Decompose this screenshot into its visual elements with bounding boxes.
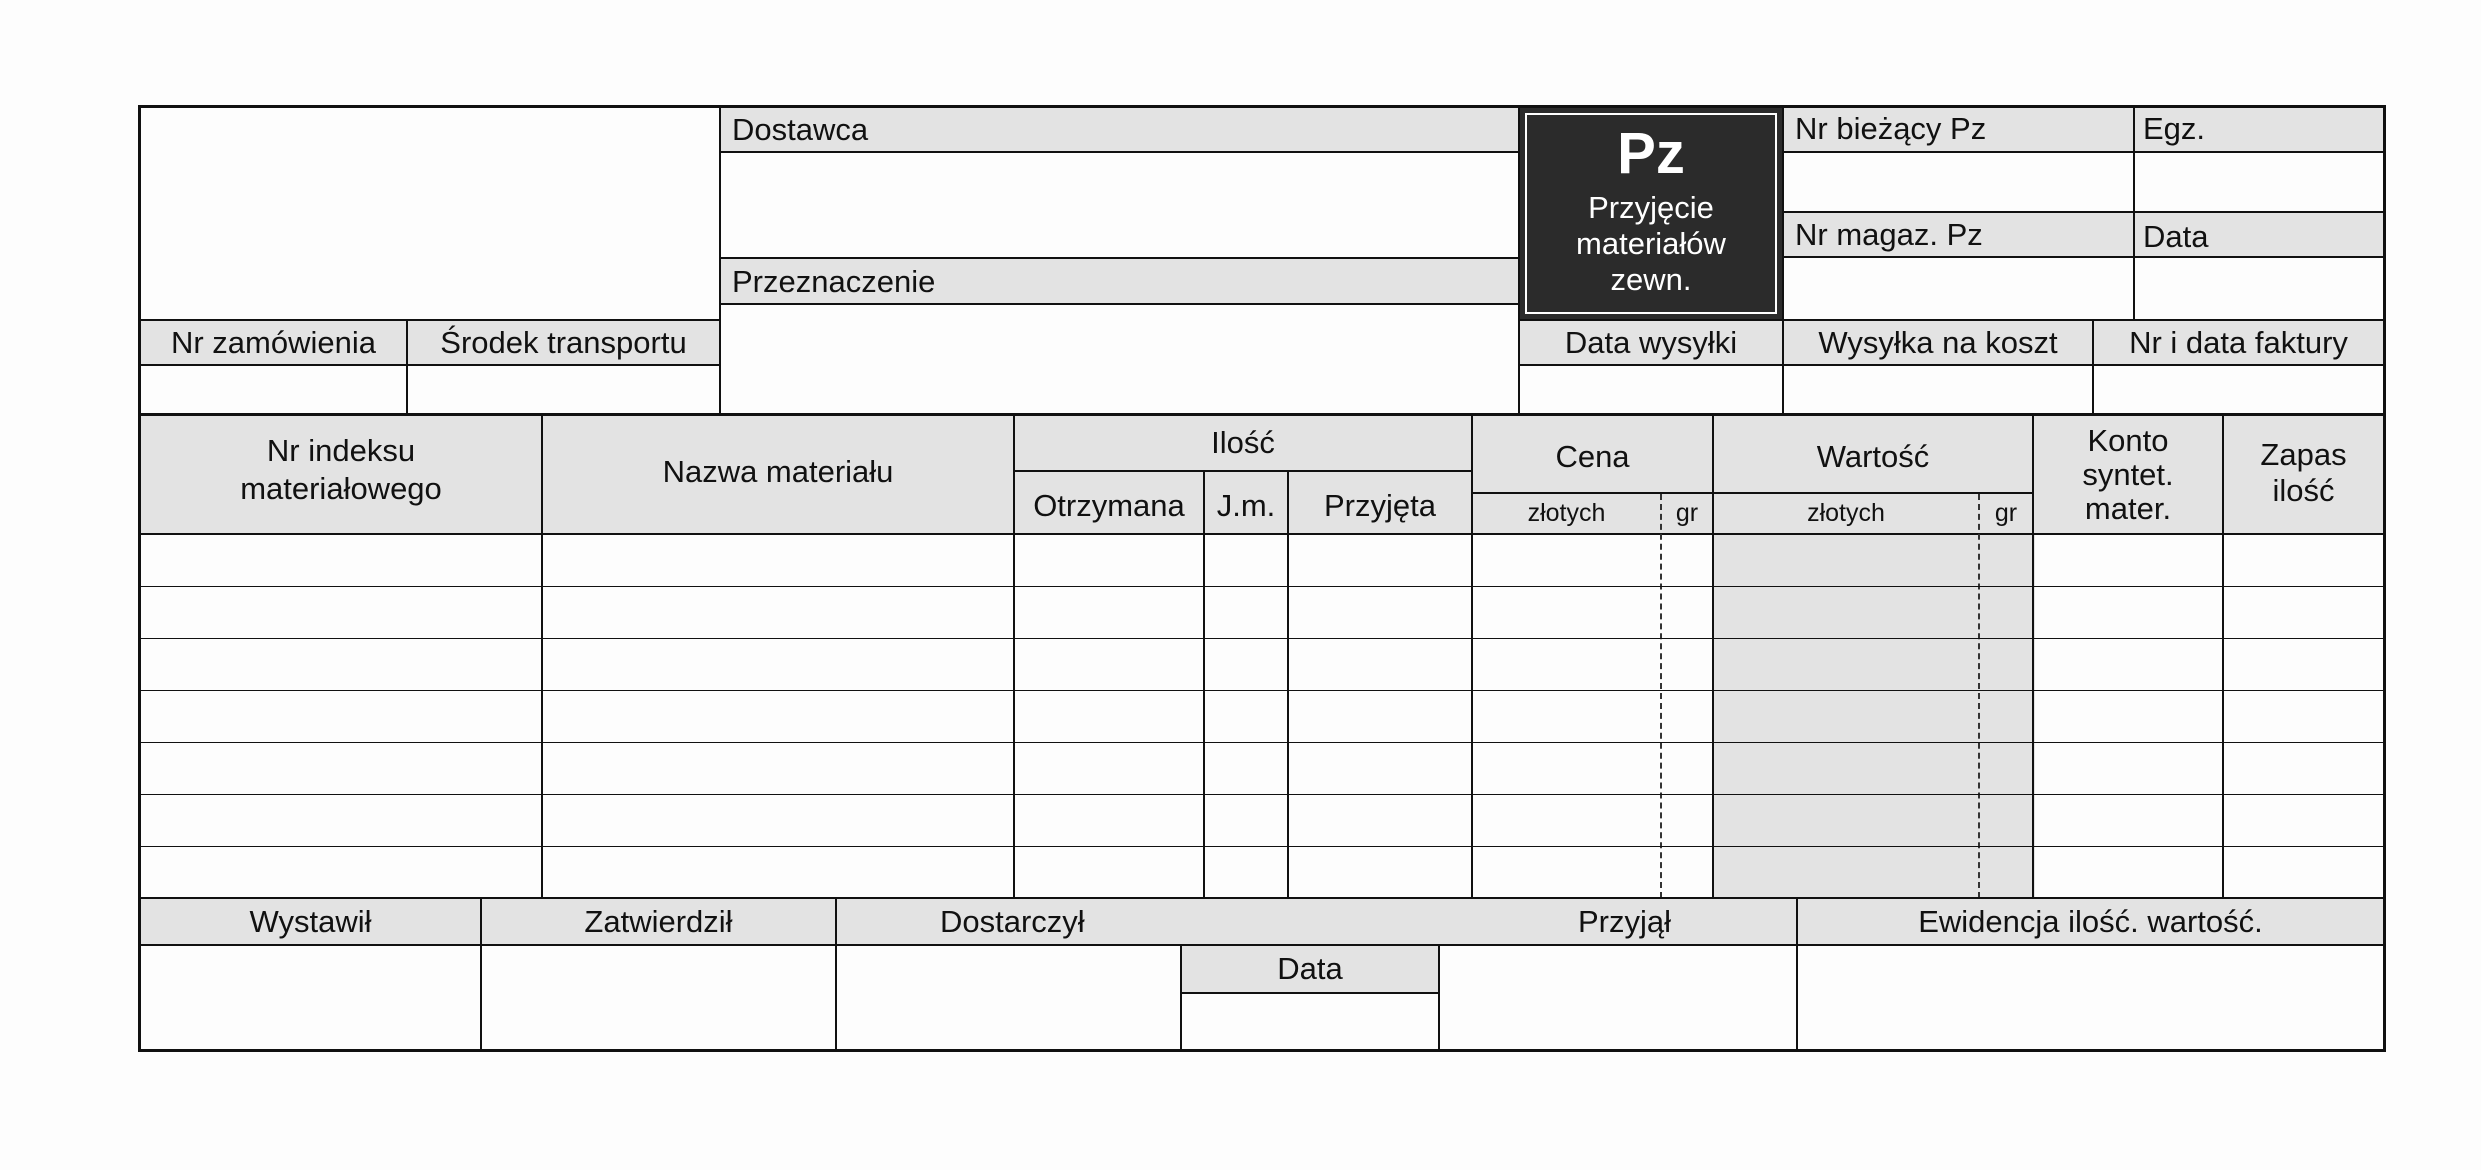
konto-label-3: mater. [2084, 491, 2172, 526]
footer-data-field[interactable] [1182, 994, 1438, 1049]
ilosc-label: Ilość [1211, 425, 1275, 460]
ewidencja-label: Ewidencja ilość. wartość. [1918, 904, 2263, 939]
srodek-transportu-field[interactable] [408, 366, 719, 413]
wysylka-na-koszt-field[interactable] [1784, 366, 2092, 413]
zapas-label-1: Zapas [2260, 437, 2347, 472]
egz-label: Egz. [2143, 111, 2206, 146]
zatwierdzil-field[interactable] [482, 946, 835, 1049]
nr-biezacy-field[interactable] [1784, 153, 2133, 211]
przeznaczenie-label: Przeznaczenie [732, 264, 936, 299]
logo-stamp-field[interactable] [141, 108, 719, 319]
footer-data-label: Data [1277, 951, 1343, 986]
data-wysylki-field[interactable] [1520, 366, 1782, 413]
konto-label-1: Konto [2087, 423, 2169, 458]
srodek-transportu-label: Środek transportu [440, 325, 687, 360]
wystawil-label: Wystawił [249, 904, 372, 939]
material-items-table-body[interactable] [141, 535, 2383, 897]
nr-indeksu-label-1: Nr indeksu [266, 433, 416, 468]
otrzymana-label: Otrzymana [1033, 488, 1185, 523]
cena-gr-label: gr [1675, 499, 1699, 527]
nazwa-materialu-label: Nazwa materiału [662, 454, 894, 489]
nr-magaz-field[interactable] [1784, 258, 2133, 319]
cena-zlotych-label: złotych [1527, 499, 1606, 527]
pz-document-badge [1519, 107, 1783, 320]
wartosc-label: Wartość [1816, 439, 1930, 474]
przyjal-field[interactable] [1440, 946, 1796, 1049]
nr-magaz-label: Nr magaz. Pz [1795, 217, 1983, 252]
przeznaczenie-field[interactable] [721, 305, 1518, 413]
pz-line-3: zewn. [1610, 262, 1692, 297]
nr-i-data-faktury-label: Nr i data faktury [2129, 325, 2348, 360]
nr-biezacy-label: Nr bieżący Pz [1795, 111, 1987, 146]
zapas-label-2: ilość [2272, 473, 2335, 508]
wysylka-na-koszt-label: Wysyłka na koszt [1818, 325, 2058, 360]
przyjeta-label: Przyjęta [1324, 488, 1436, 523]
ewidencja-field[interactable] [1798, 946, 2383, 1049]
pz-line-2: materiałów [1576, 226, 1726, 261]
dostawca-label: Dostawca [732, 112, 869, 147]
wartosc-gr-label: gr [1994, 499, 2018, 527]
nr-i-data-faktury-field[interactable] [2094, 366, 2383, 413]
nr-zamowienia-label: Nr zamówienia [170, 325, 376, 360]
egz-field[interactable] [2135, 153, 2383, 211]
przyjal-label: Przyjął [1578, 904, 1672, 939]
konto-label-2: syntet. [2082, 457, 2174, 492]
dostawca-field[interactable] [721, 153, 1518, 257]
pz-code: Pz [1617, 121, 1685, 186]
nr-indeksu-label-2: materiałowego [240, 471, 442, 506]
data-label: Data [2143, 219, 2209, 254]
pz-line-1: Przyjęcie [1588, 190, 1714, 225]
cena-label: Cena [1555, 439, 1630, 474]
nr-zamowienia-field[interactable] [141, 366, 406, 413]
jm-label: J.m. [1216, 488, 1276, 523]
data-wysylki-label: Data wysyłki [1564, 325, 1738, 360]
zatwierdzil-label: Zatwierdził [584, 904, 733, 939]
wystawil-field[interactable] [141, 946, 480, 1049]
data-field[interactable] [2135, 258, 2383, 319]
dostarczyl-field[interactable] [837, 946, 1180, 1049]
wartosc-zlotych-label: złotych [1807, 499, 1885, 527]
dostarczyl-label: Dostarczył [940, 904, 1085, 939]
pz-form [138, 105, 2386, 1052]
